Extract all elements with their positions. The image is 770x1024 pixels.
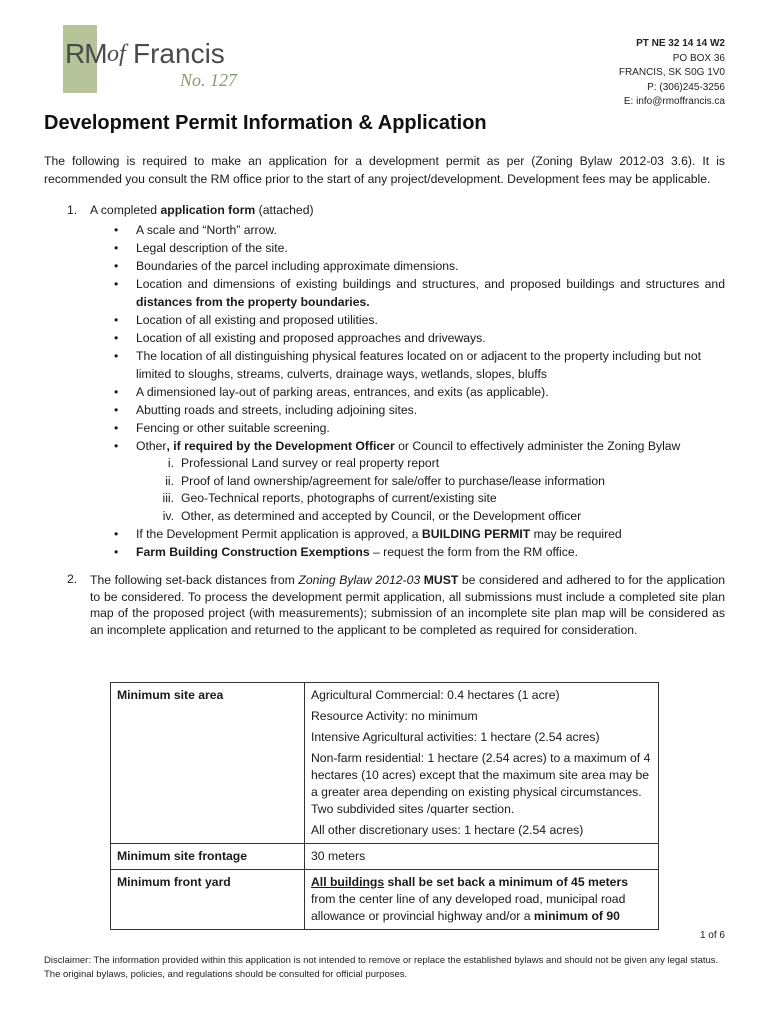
po-box: PO BOX 36 bbox=[672, 52, 725, 64]
list-item-farm-exemptions: • Farm Building Construction Exemptions – request the form from the RM office. bbox=[114, 545, 579, 559]
row-label: Minimum site area bbox=[111, 683, 305, 844]
sublist-item: iv. Other, as determined and accepted by Council, or the Development officer bbox=[162, 508, 582, 523]
rm-logo bbox=[63, 25, 249, 93]
address-block bbox=[619, 37, 725, 110]
sublist-item: i. Professional Land survey or real property report bbox=[167, 456, 440, 470]
legal-land-location: PT NE 32 14 14 W2 bbox=[636, 38, 725, 49]
item-number: 1. bbox=[67, 203, 78, 217]
list-item-other: • Other, if required by the Development Officer or Council to effectively administer the Zoning Bylaw i. Professional Land survey or real property report ii. Proof of land ownership/agreement for sale/offer to purchase/lease information iii. Geo-Technical reports, photographs of current/existing site iv. Other, as determined and accepted by Council, or the Development officer bbox=[44, 437, 725, 525]
list-item: • A dimensioned lay-out of parking areas, entrances, and exits (as applicable). bbox=[114, 385, 549, 399]
page-number: 1 of 6 bbox=[699, 930, 725, 941]
page-title: Development Permit Information & Application bbox=[44, 112, 487, 134]
list-item: • The location of all distinguishing physical features located on or adjacent to the property including but not limited to sloughs, streams, culverts, drainage ways, wetlands, slopes, bluffs bbox=[114, 349, 702, 381]
table-row bbox=[111, 683, 659, 844]
disclaimer: Disclaimer: The information provided within this application is not intended to remove or replace the established bylaws and should not be given any legal status. The original bylaws, policies, and regulations should be consulted for official purposes. bbox=[44, 955, 719, 980]
row-value: 30 meters bbox=[305, 844, 659, 870]
logo-francis: Francis bbox=[133, 38, 225, 69]
list-item: • Location of all existing and proposed approaches and driveways. bbox=[114, 331, 486, 345]
list-item: • Location and dimensions of existing buildings and structures, and proposed buildings and structures and distances from the property boundaries. bbox=[114, 277, 725, 309]
email[interactable]: E: info@rmoffrancis.ca bbox=[623, 96, 725, 107]
sublist-item: iii. Geo-Technical reports, photographs of current/existing site bbox=[162, 491, 497, 505]
city-line: FRANCIS, SK S0G 1V0 bbox=[618, 67, 725, 78]
logo-number: No. 127 bbox=[180, 70, 238, 90]
logo-rm: RM bbox=[65, 38, 107, 69]
row-label: Minimum site frontage bbox=[111, 844, 305, 870]
requirements-item-2 bbox=[44, 572, 725, 638]
setback-paragraph: The following set-back distances from Zoning Bylaw 2012-03 MUST be considered and adhered to for the application to be considered. To process the development permit application, all submissions must include a completed site plan map of the proposed project (with measurements); submission of an incomplete site plan map will be considered as an incomplete application and returned to the applicant to be completed as required for consideration. bbox=[90, 573, 725, 637]
item-heading: A completed application form (attached) bbox=[90, 203, 314, 217]
other-sublist bbox=[136, 455, 725, 525]
list-item: • A scale and “North” arrow. bbox=[114, 223, 277, 237]
list-item-building-permit: • If the Development Permit application is approved, a BUILDING PERMIT may be required bbox=[114, 527, 622, 541]
list-item: • Boundaries of the parcel including approximate dimensions. bbox=[114, 259, 459, 273]
list-item: • Fencing or other suitable screening. bbox=[114, 421, 330, 435]
intro-paragraph: The following is required to make an application for a development permit as per (Zoning Bylaw 2012-03 3.6). It is recommended you consult the RM office prior to the start of any project/development. Development fees may be applicable. bbox=[44, 154, 725, 186]
sublist-item: ii. Proof of land ownership/agreement for sale/offer to purchase/lease information bbox=[165, 473, 605, 488]
requirements-list bbox=[44, 221, 725, 561]
list-item: • Abutting roads and streets, including adjoining sites. bbox=[114, 403, 418, 417]
row-label: Minimum front yard bbox=[111, 870, 305, 930]
item-number: 2. bbox=[67, 572, 78, 586]
phone: P: (306)245-3256 bbox=[647, 81, 725, 93]
row-value: Agricultural Commercial: 0.4 hectares (1 acre) Resource Activity: no minimum Intensive Agricultural activities: 1 hectare (2.54 acres) Non-farm residential: 1 hectare (2.54 acres) to a maximum of 4 hectares (10 acres) except that the maximum site area may be a greater area depending on existing physical circumstances. Two subdivided sites /quarter section. All other discretionary uses: 1 hectare (2.54 acres) bbox=[305, 683, 659, 844]
table-row bbox=[111, 870, 659, 930]
list-item: • Location of all existing and proposed utilities. bbox=[114, 313, 378, 327]
table-row bbox=[111, 844, 659, 870]
row-value: All buildings shall be set back a minimum of 45 meters from the center line of any developed road, municipal road allowance or provincial highway and/or a minimum of 90 bbox=[305, 870, 659, 930]
list-item: • Legal description of the site. bbox=[114, 241, 288, 255]
logo-of: of bbox=[107, 41, 126, 67]
setback-table bbox=[110, 682, 659, 930]
